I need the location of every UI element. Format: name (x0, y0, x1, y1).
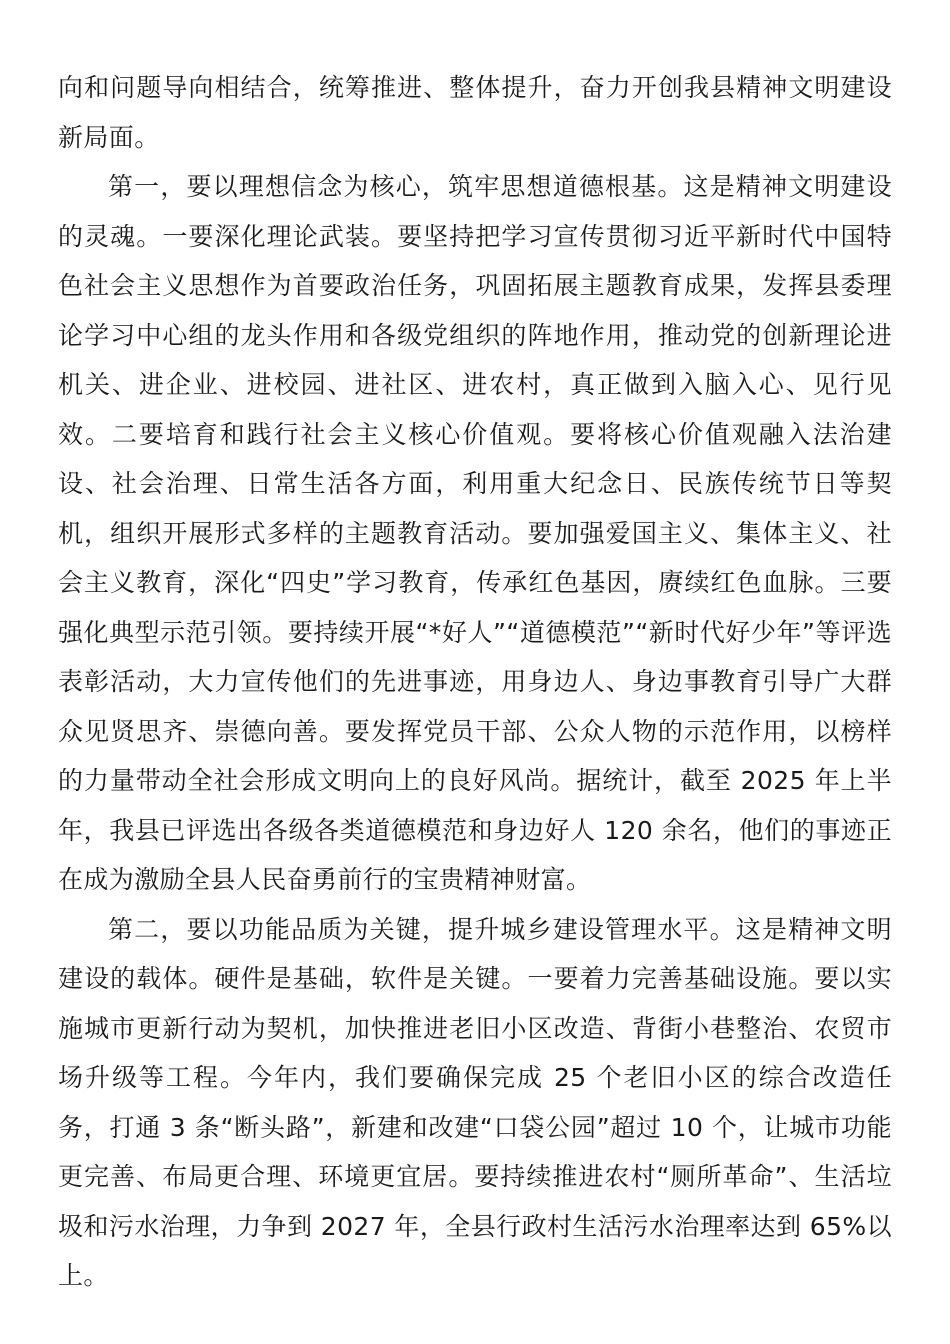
paragraph-first-point: 第一，要以理想信念为核心，筑牢思想道德根基。这是精神文明建设的灵魂。一要深化理论武装。要坚持把学习宣传贯彻习近平新时代中国特色社会主义思想作为首要政治任务，巩固拓展主题教育成果，发挥县委理论学习中心组的龙头作用和各级党组织的阵地作用，推动党的创新理论进机关、进企业、进校园、进社区、进农村，真正做到入脑入心、见行见效。二要培育和践行社会主义核心价值观。要将核心价值观融入法治建设、社会治理、日常生活各方面，利用重大纪念日、民族传统节日等契机，组织开展形式多样的主题教育活动。要加强爱国主义、集体主义、社会主义教育，深化“四史”学习教育，传承红色基因，赓续红色血脉。三要强化典型示范引领。要持续开展“*好人”“道德模范”“新时代好少年”等评选表彰活动，大力宣传他们的先进事迹，用身边人、身边事教育引导广大群众见贤思齐、崇德向善。要发挥党员干部、公众人物的示范作用，以榜样的力量带动全社会形成文明向上的良好风尚。据统计，截至 2025 年上半年，我县已评选出各级各类道德模范和身边好人 120 余名，他们的事迹正在成为激励全县人民奋勇前行的宝贵精神财富。 (58, 172, 892, 894)
paragraph-second-point: 第二，要以功能品质为关键，提升城乡建设管理水平。这是精神文明建设的载体。硬件是基础，软件是关键。一要着力完善基础设施。要以实施城市更新行动为契机，加快推进老旧小区改造、背街小巷整治、农贸市场升级等工程。今年内，我们要确保完成 25 个老旧小区的综合改造任务，打通 3 条“断头路”，新建和改建“口袋公园”超过 10 个，让城市功能更完善、布局更合理、环境更宜居。要持续推进农村“厕所革命”、生活垃圾和污水治理，力争到 2027 年，全县行政村生活污水治理率达到 65%以上。 (58, 914, 892, 1290)
paragraph-intro-continuation: 向和问题导向相结合，统筹推进、整体提升，奋力开创我县精神文明建设新局面。 (58, 73, 892, 152)
document-page (58, 63, 892, 1301)
